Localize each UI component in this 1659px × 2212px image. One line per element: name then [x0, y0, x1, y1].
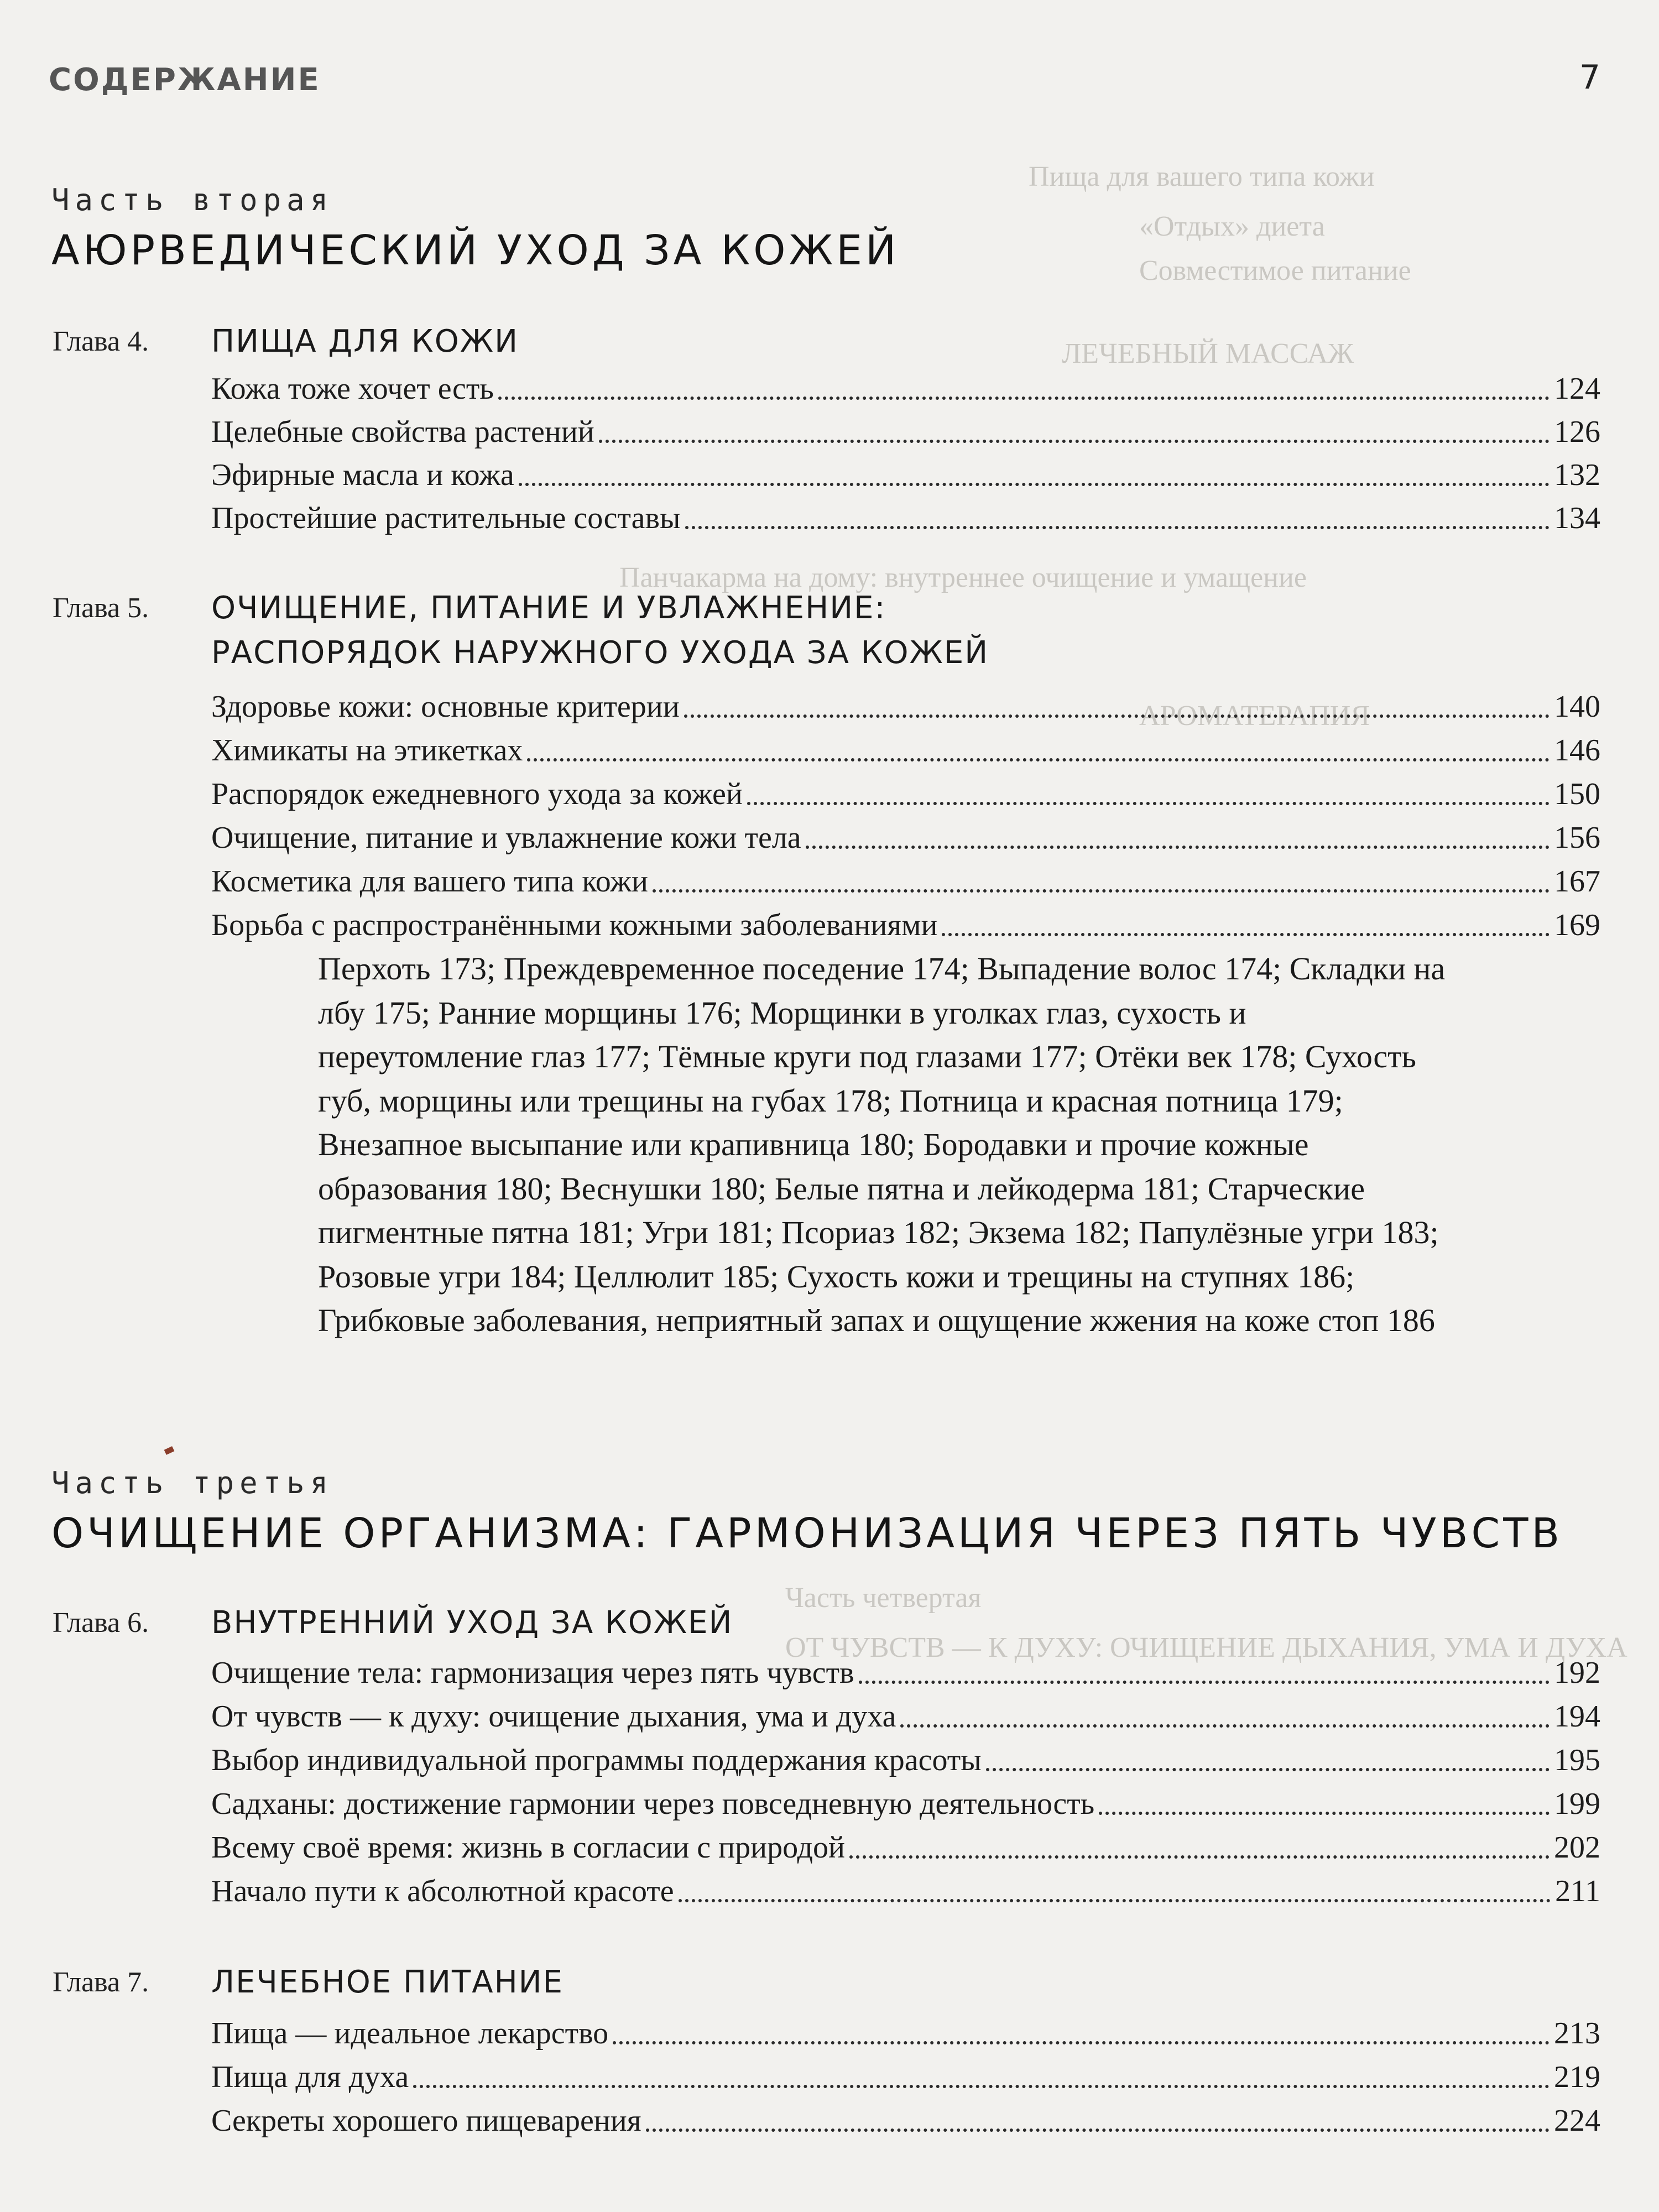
bleed-through-text: ОТ ЧУВСТВ — К ДУХУ: ОЧИЩЕНИЕ ДЫХАНИЯ, УМА И ДУХА: [785, 1632, 1627, 1663]
entry-title: Распорядок ежедневного ухода за кожей: [211, 777, 743, 812]
entry-title: Целебные свойства растений: [211, 415, 594, 450]
entry-title: Химикаты на этикетках: [211, 733, 523, 768]
entry-page: 132: [1554, 458, 1600, 493]
chapter-title: ПИЩА ДЛЯ КОЖИ: [211, 324, 519, 359]
entry-page: 156: [1554, 821, 1600, 855]
dot-leader: [653, 886, 1550, 893]
toc-entry[interactable]: [211, 1783, 1600, 1822]
entry-page: 140: [1554, 690, 1600, 724]
dot-leader: [900, 1721, 1550, 1728]
entry-page: 219: [1554, 2060, 1600, 2095]
entry-title: Кожа тоже хочет есть: [211, 372, 494, 406]
entry-title: Здоровье кожи: основные критерии: [211, 690, 680, 724]
toc-entry[interactable]: [211, 411, 1600, 450]
toc-entry[interactable]: [211, 686, 1600, 724]
part-title: АЮРВЕДИЧЕСКИЙ УХОД ЗА КОЖЕЙ: [51, 227, 900, 274]
toc-entry[interactable]: [211, 904, 1600, 943]
entry-title: Секреты хорошего пищеварения: [211, 2104, 641, 2138]
dot-leader: [684, 711, 1550, 718]
part-title: ОЧИЩЕНИЕ ОРГАНИЗМА: ГАРМОНИЗАЦИЯ ЧЕРЕЗ ПЯТЬ ЧУВСТВ: [51, 1510, 1563, 1557]
toc-entry[interactable]: [211, 1870, 1600, 1909]
entry-page: 199: [1554, 1787, 1600, 1822]
part-label: Часть вторая: [51, 182, 334, 217]
dot-leader: [685, 523, 1550, 529]
bleed-through-text: Пища для вашего типа кожи: [1029, 161, 1375, 192]
toc-entry[interactable]: [211, 1695, 1600, 1734]
entry-page: 124: [1554, 372, 1600, 406]
entry-title: Очищение тела: гармонизация через пять чувств: [211, 1656, 854, 1691]
subtopics-paragraph: Перхоть 173; Преждевременное поседение 174; Выпадение волос 174; Складки на лбу 175; Ранние морщины 176; Морщинки в уголках глаз, сухость и переутомление глаз 177; Тёмные круги под глазами 177; Отёки век 178; Сухость губ, морщины или трещины на губах 178; Потница и красная потница 179; Внезапное высыпание или крапивница 180; Бородавки и прочие кожные образования 180; Веснушки 180; Белые пятна и лейкодерма 181; Старческие пигментные пятна 181; Угри 181; Псориаз 182; Экзема 182; Папулёзные угри 183; Розовые угри 184; Целлюлит 185; Сухость кожи и трещины на ступнях 186; Грибковые заболевания, неприятный запах и ощущение жжения на коже стоп 186: [318, 951, 1446, 1338]
entry-page: 169: [1554, 908, 1600, 943]
entry-page: 192: [1554, 1656, 1600, 1691]
entry-title: Простейшие растительные составы: [211, 501, 681, 536]
entry-title: Начало пути к абсолютной красоте: [211, 1874, 674, 1909]
bleed-through-text: Часть четвертая: [785, 1582, 982, 1614]
entry-page: 202: [1554, 1830, 1600, 1865]
dot-leader: [942, 930, 1550, 936]
entry-title: Эфирные масла и кожа: [211, 458, 514, 493]
entry-title: Выбор индивидуальной программы поддержания красоты: [211, 1743, 982, 1778]
chapter-label: Глава 7.: [53, 1966, 149, 1998]
bleed-through-text: Панчакарма на дому: внутреннее очищение и умащение: [619, 562, 1307, 593]
dot-leader: [646, 2125, 1550, 2132]
dot-leader: [859, 1677, 1550, 1684]
toc-entry[interactable]: [211, 1652, 1600, 1691]
entry-title: Борьба с распространёнными кожными заболеваниями: [211, 908, 938, 943]
entry-page: 194: [1554, 1699, 1600, 1734]
dot-leader: [1099, 1808, 1550, 1815]
chapter-label: Глава 4.: [53, 326, 149, 357]
bleed-through-text: ЛЕЧЕБНЫЙ МАССАЖ: [1062, 338, 1354, 369]
entry-page: 224: [1554, 2104, 1600, 2138]
entry-title: Садханы: достижение гармонии через повседневную деятельность: [211, 1787, 1095, 1822]
entry-title: Косметика для вашего типа кожи: [211, 864, 648, 899]
part-label: Часть третья: [51, 1465, 334, 1500]
chapter-title: ЛЕЧЕБНОЕ ПИТАНИЕ: [211, 1964, 564, 2000]
toc-entry[interactable]: [211, 454, 1600, 493]
toc-entry[interactable]: [211, 2012, 1600, 2051]
bleed-through-text: «Отдых» диета: [1139, 211, 1325, 242]
chapter-title: ВНУТРЕННИЙ УХОД ЗА КОЖЕЙ: [211, 1605, 733, 1641]
page-number: 7: [1579, 58, 1600, 97]
toc-entry[interactable]: [211, 2056, 1600, 2095]
dot-leader: [613, 2038, 1550, 2044]
entry-title: Пища — идеальное лекарство: [211, 2016, 609, 2051]
chapter-label: Глава 5.: [53, 592, 149, 624]
toc-entry[interactable]: [211, 497, 1600, 536]
toc-entry[interactable]: [211, 2100, 1600, 2138]
entry-page: 126: [1554, 415, 1600, 450]
dot-leader: [599, 436, 1550, 443]
running-header: СОДЕРЖАНИЕ: [49, 62, 321, 98]
dot-leader: [413, 2081, 1550, 2088]
chapter-label: Глава 6.: [53, 1607, 149, 1639]
dot-leader: [747, 799, 1550, 805]
dot-leader: [527, 755, 1550, 761]
entry-page: 213: [1554, 2016, 1600, 2051]
entry-page: 167: [1554, 864, 1600, 899]
dot-leader: [849, 1852, 1550, 1859]
entry-title: От чувств — к духу: очищение дыхания, ума и духа: [211, 1699, 896, 1734]
entry-page: 211: [1555, 1874, 1600, 1909]
dot-leader: [498, 393, 1550, 400]
chapter-title: ОЧИЩЕНИЕ, ПИТАНИЕ И УВЛАЖНЕНИЕ:: [211, 590, 886, 626]
entry-title: Очищение, питание и увлажнение кожи тела: [211, 821, 801, 855]
toc-entry[interactable]: [211, 729, 1600, 768]
chapter-title: РАСПОРЯДОК НАРУЖНОГО УХОДА ЗА КОЖЕЙ: [211, 635, 989, 671]
toc-entry[interactable]: [211, 860, 1600, 899]
stray-mark: [164, 1446, 175, 1455]
toc-entry[interactable]: [211, 773, 1600, 812]
dot-leader: [519, 479, 1550, 486]
toc-entry[interactable]: [211, 368, 1600, 406]
entry-page: 150: [1554, 777, 1600, 812]
entry-page: 134: [1554, 501, 1600, 536]
entry-page: 195: [1554, 1743, 1600, 1778]
bleed-through-text: АРОМАТЕРАПИЯ: [1139, 700, 1370, 732]
dot-leader: [986, 1765, 1550, 1771]
toc-entry[interactable]: [211, 1827, 1600, 1865]
entry-page: 146: [1554, 733, 1600, 768]
entry-title: Пища для духа: [211, 2060, 409, 2095]
toc-entry[interactable]: [211, 1739, 1600, 1778]
bleed-through-text: Совместимое питание: [1139, 255, 1411, 286]
entry-title: Всему своё время: жизнь в согласии с природой: [211, 1830, 845, 1865]
toc-entry[interactable]: [211, 817, 1600, 855]
dot-leader: [806, 842, 1550, 849]
dot-leader: [679, 1896, 1551, 1902]
